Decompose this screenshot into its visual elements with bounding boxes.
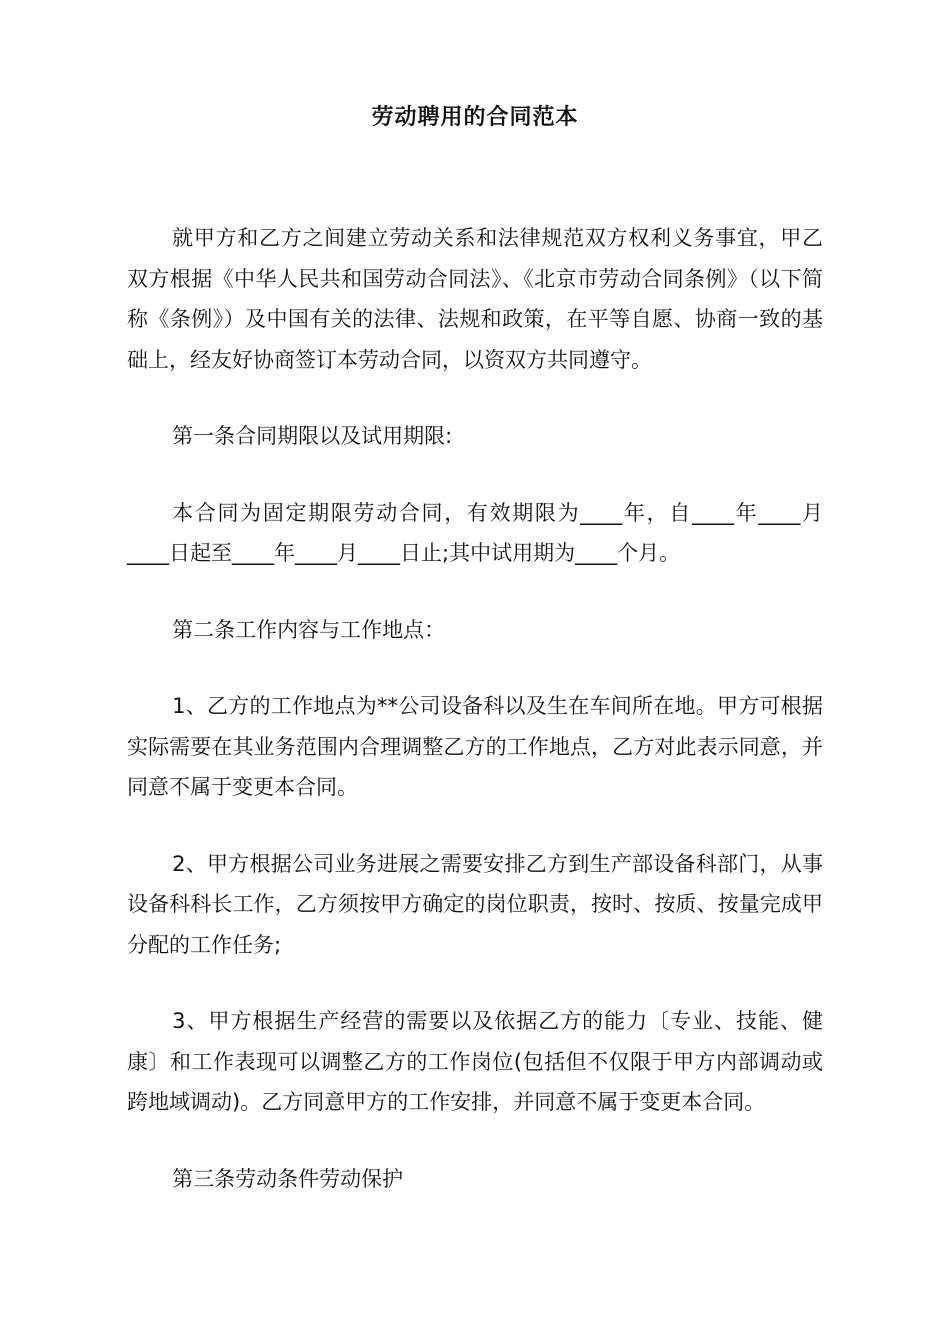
paragraph-article-2-heading: 第二条工作内容与工作地点： — [172, 617, 446, 642]
paragraph-item-2: 2、甲方根据公司业务进展之需要安排乙方到生产部设备科部门，从事设备科科长工作，乙方须按甲方确定的岗位职责，按时、按质、按量完成甲分配的工作任务; — [127, 851, 823, 957]
paragraph-item-3: 3、甲方根据生产经营的需要以及依据乙方的能力〔专业、技能、健康〕和工作表现可以调整乙方的工作岗位(包括但不仅限于甲方内部调动或跨地域调动)。乙方同意甲方的工作安排，并同意不属于变更本合同。 — [127, 1009, 823, 1114]
document-body — [127, 218, 823, 1235]
document-title: 劳动聘用的合同范本 — [371, 105, 579, 130]
paragraph-article-1-heading: 第一条合同期限以及试用期限: — [172, 424, 453, 448]
paragraph-preamble: 就甲方和乙方之间建立劳动关系和法律规范双方权利义务事宜，甲乙双方根据《中华人民共和国劳动合同法》、《北京市劳动合同条例》（以下简称《条例》）及中国有关的法律、法规和政策，在平等自愿、协商一致的基础上，经友好协商签订本劳动合同，以资双方共同遵守。 — [127, 226, 823, 372]
paragraph-article-3-heading: 第三条劳动条件劳动保护 — [172, 1166, 404, 1191]
paragraph-item-1: 1、乙方的工作地点为**公司设备科以及生在车间所在地。甲方可根据实际需要在其业务范围内合理调整乙方的工作地点，乙方对此表示同意，并同意不属于变更本合同。 — [127, 694, 823, 799]
paragraph-contract-term: 本合同为固定期限劳动合同，有效期限为____年，自____年____月____日起至____年____月____日止;其中试用期为____个月。 — [127, 500, 823, 565]
